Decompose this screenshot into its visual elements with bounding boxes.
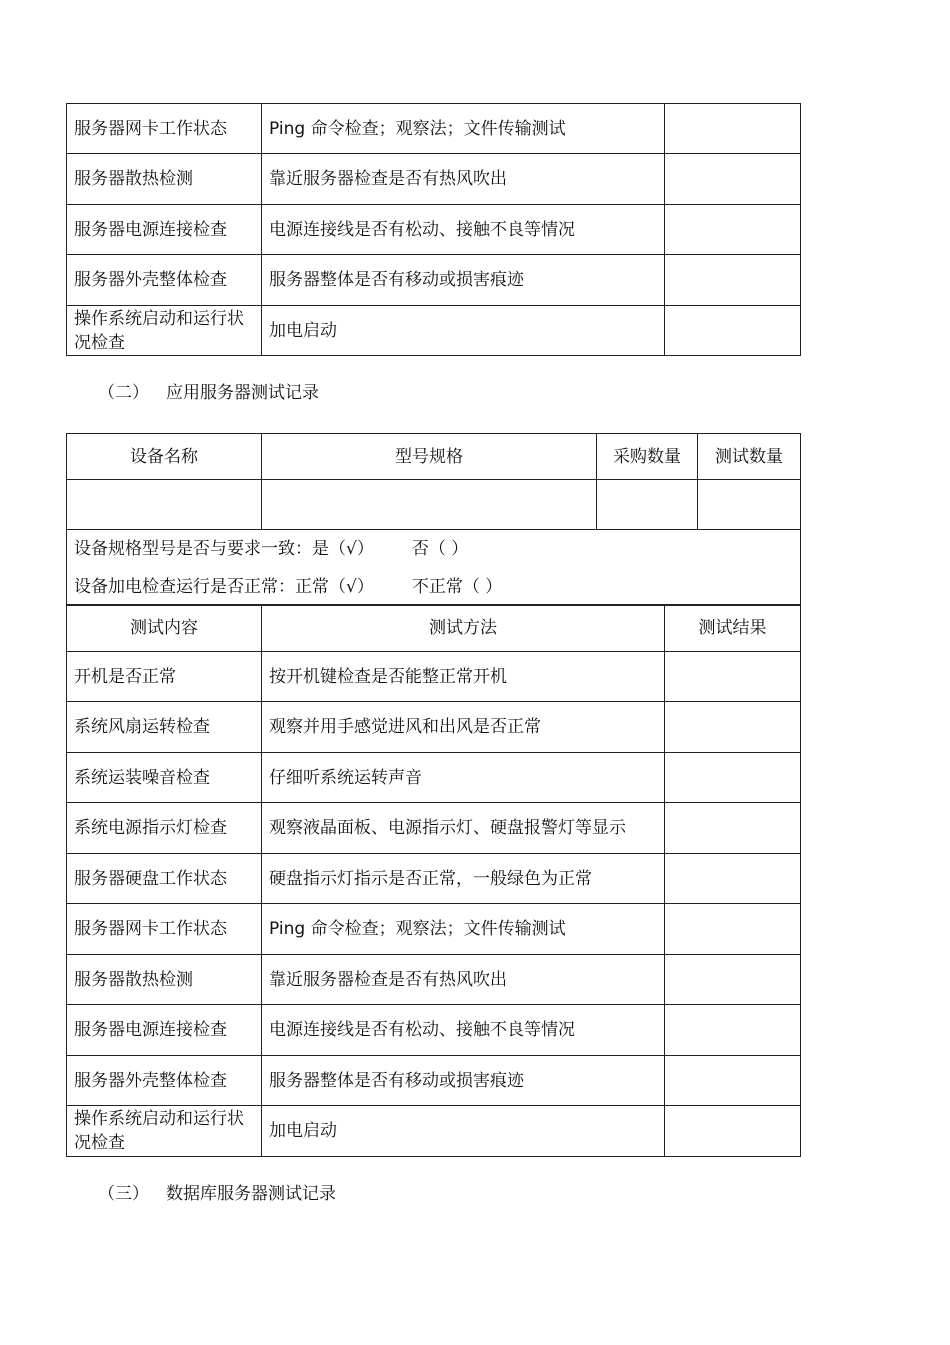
test-result[interactable] — [665, 803, 801, 854]
table-row — [67, 104, 801, 154]
test-method: 观察液晶面板、电源指示灯、硬盘报警灯等显示 — [262, 803, 665, 854]
column-header: 设备名称 — [67, 434, 262, 480]
table-row — [67, 154, 801, 205]
test-result[interactable] — [665, 154, 801, 205]
section-heading — [98, 1182, 336, 1206]
checks-cell — [67, 530, 801, 606]
section-title: 应用服务器测试记录 — [166, 383, 319, 403]
test-item: 服务器外壳整体检查 — [67, 1056, 262, 1106]
check-row — [67, 530, 801, 606]
table-row — [67, 904, 801, 955]
test-result[interactable] — [665, 753, 801, 803]
test-method: 电源连接线是否有松动、接触不良等情况 — [262, 1005, 665, 1056]
table-row — [67, 753, 801, 803]
table-row — [67, 205, 801, 255]
spec-check-question: 设备规格型号是否与要求一致：是（√） — [74, 538, 374, 559]
test-method: 按开机键检查是否能整正常开机 — [262, 652, 665, 702]
test-result[interactable] — [665, 205, 801, 255]
test-method: Ping 命令检查；观察法；文件传输测试 — [262, 104, 665, 154]
purchase-qty-cell[interactable] — [597, 480, 698, 530]
column-header: 测试数量 — [698, 434, 801, 480]
test-result[interactable] — [665, 904, 801, 955]
power-check-line — [74, 575, 793, 599]
test-item: 系统运装噪音检查 — [67, 753, 262, 803]
test-result[interactable] — [665, 255, 801, 306]
test-item: 服务器电源连接检查 — [67, 1005, 262, 1056]
test-method: 靠近服务器检查是否有热风吹出 — [262, 154, 665, 205]
section-number: （三） — [98, 1184, 149, 1204]
test-item: 开机是否正常 — [67, 652, 262, 702]
test-table-1 — [66, 103, 801, 356]
device-name-cell[interactable] — [67, 480, 262, 530]
power-check-question: 设备加电检查运行是否正常：正常（√） — [74, 576, 374, 597]
section-title: 数据库服务器测试记录 — [166, 1184, 336, 1204]
table-row — [67, 255, 801, 306]
table-row — [67, 306, 801, 356]
test-qty-cell[interactable] — [698, 480, 801, 530]
section-heading — [98, 381, 319, 405]
column-header: 型号规格 — [262, 434, 597, 480]
test-method: 电源连接线是否有松动、接触不良等情况 — [262, 205, 665, 255]
test-method: Ping 命令检查；观察法；文件传输测试 — [262, 904, 665, 955]
test-item: 服务器散热检测 — [67, 154, 262, 205]
test-method: 服务器整体是否有移动或损害痕迹 — [262, 1056, 665, 1106]
test-method: 靠近服务器检查是否有热风吹出 — [262, 955, 665, 1005]
column-header: 采购数量 — [597, 434, 698, 480]
table-row — [67, 803, 801, 854]
test-method: 加电启动 — [262, 306, 665, 356]
test-item: 操作系统启动和运行状况检查 — [67, 306, 262, 356]
table-header-row — [67, 605, 801, 652]
test-item: 服务器电源连接检查 — [67, 205, 262, 255]
test-method: 观察并用手感觉进风和出风是否正常 — [262, 702, 665, 753]
test-item: 服务器网卡工作状态 — [67, 904, 262, 955]
table-row — [67, 1056, 801, 1106]
test-item: 服务器外壳整体检查 — [67, 255, 262, 306]
test-item: 系统电源指示灯检查 — [67, 803, 262, 854]
test-method: 加电启动 — [262, 1106, 665, 1157]
test-result[interactable] — [665, 854, 801, 904]
column-header: 测试内容 — [67, 605, 262, 652]
table-row — [67, 854, 801, 904]
table-header-row — [67, 434, 801, 480]
section-number: （二） — [98, 383, 149, 403]
table-row — [67, 955, 801, 1005]
device-model-cell[interactable] — [262, 480, 597, 530]
table-row — [67, 1106, 801, 1157]
test-item: 服务器散热检测 — [67, 955, 262, 1005]
test-result[interactable] — [665, 652, 801, 702]
table-row — [67, 1005, 801, 1056]
spec-check-line — [74, 537, 793, 561]
test-item: 服务器硬盘工作状态 — [67, 854, 262, 904]
test-method: 仔细听系统运转声音 — [262, 753, 665, 803]
test-result[interactable] — [665, 955, 801, 1005]
power-check-no: 不正常（ ） — [411, 576, 503, 597]
test-result[interactable] — [665, 104, 801, 154]
test-item: 系统风扇运转检查 — [67, 702, 262, 753]
test-result[interactable] — [665, 702, 801, 753]
test-result[interactable] — [665, 1106, 801, 1157]
column-header: 测试方法 — [262, 605, 665, 652]
column-header: 测试结果 — [665, 605, 801, 652]
test-table-2 — [66, 604, 801, 1157]
table-row — [67, 480, 801, 530]
test-result[interactable] — [665, 1005, 801, 1056]
test-item: 服务器网卡工作状态 — [67, 104, 262, 154]
test-item: 操作系统启动和运行状况检查 — [67, 1106, 262, 1157]
test-method: 服务器整体是否有移动或损害痕迹 — [262, 255, 665, 306]
device-info-table — [66, 433, 801, 606]
table-row — [67, 652, 801, 702]
test-result[interactable] — [665, 306, 801, 356]
spec-check-no: 否（ ） — [411, 538, 469, 559]
test-method: 硬盘指示灯指示是否正常，一般绿色为正常 — [262, 854, 665, 904]
table-row — [67, 702, 801, 753]
test-result[interactable] — [665, 1056, 801, 1106]
